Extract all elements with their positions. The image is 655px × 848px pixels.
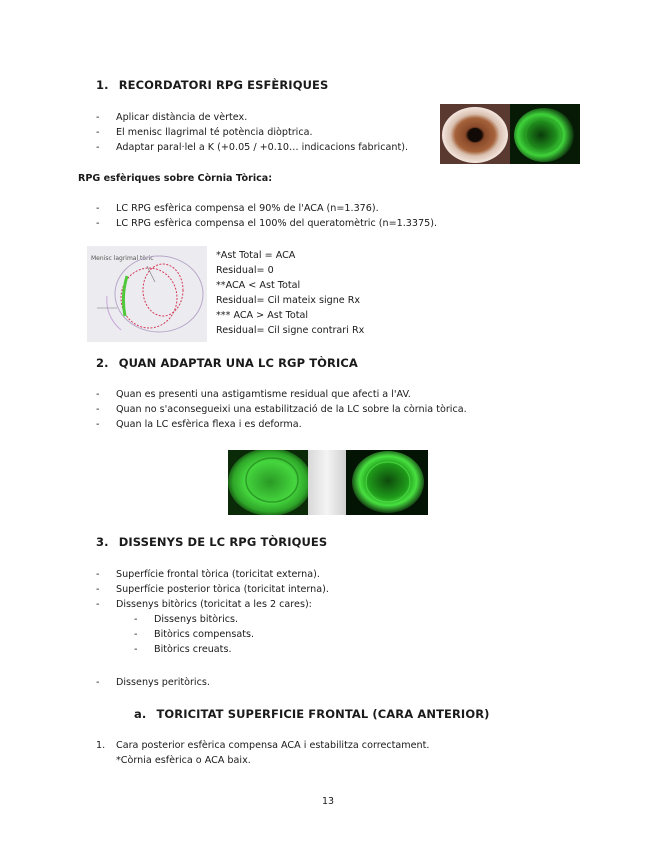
list-item: - Quan no s'aconsegueixi una estabilització de la LC sobre la còrnia tòrica.: [96, 404, 467, 415]
sub-list-item: - Bitòrics creuats.: [134, 644, 232, 655]
diagram-label: Menisc lagrimal tòric: [91, 255, 154, 262]
subsection-a-heading: [134, 707, 490, 721]
numbered-item-number: 1.: [96, 740, 106, 751]
subsection-a-title: TORICITAT SUPERFICIE FRONTAL (CARA ANTERIOR): [156, 707, 490, 721]
diagram-image: [87, 246, 207, 342]
list-item: - Dissenys peritòrics.: [96, 677, 210, 688]
eye-photos-pair: [440, 104, 580, 164]
section-3-heading: [96, 535, 327, 549]
note-line: **ACA < Ast Total: [216, 280, 301, 291]
tear-meniscus-diagram: [87, 246, 207, 342]
note-line: Residual= Cil mateix signe Rx: [216, 295, 361, 306]
note-line: Residual= 0: [216, 265, 274, 276]
section-2-list: [0, 387, 655, 432]
list-item: - Superfície frontal tòrica (toricitat externa).: [96, 569, 320, 580]
sub-list-item: - Dissenys bitòrics.: [134, 614, 239, 625]
list-item: - El menisc llagrimal té potència diòptrica.: [96, 127, 313, 138]
section-1-number: 1.: [96, 78, 109, 92]
list-item: - Adaptar paral·lel a K (+0.05 / +0.10… indicacions fabricant).: [96, 142, 409, 153]
eye-photos-image: [440, 104, 580, 164]
section-2-title: QUAN ADAPTAR UNA LC RGP TÒRICA: [118, 356, 358, 370]
list-item: - Dissenys bitòrics (toricitat a les 2 cares):: [96, 599, 312, 610]
list-item: - LC RPG esfèrica compensa el 100% del queratomètric (n=1.3375).: [96, 218, 438, 229]
section-3-list: [0, 567, 655, 657]
numbered-item-text: Cara posterior esfèrica compensa ACA i estabilitza correctament.: [116, 740, 430, 751]
section-2-number: 2.: [96, 356, 109, 370]
fluorescein-image: [228, 450, 428, 515]
section-1-title: RECORDATORI RPG ESFÈRIQUES: [118, 78, 329, 92]
list-item: - Superfície posterior tòrica (toricitat interna).: [96, 584, 329, 595]
numbered-item-note: *Còrnia esfèrica o ACA baix.: [116, 755, 251, 766]
fluorescein-photos-pair: [228, 450, 428, 515]
list-item: - Aplicar distància de vèrtex.: [96, 112, 248, 123]
note-line: *** ACA > Ast Total: [216, 310, 309, 321]
list-item: - Quan es presenti una astigamtisme residual que afecti a l'AV.: [96, 389, 411, 400]
numbered-item: [0, 738, 655, 768]
section-3-last: [0, 675, 655, 690]
page-number: 13: [322, 796, 335, 807]
section-1-heading: [96, 78, 328, 92]
toric-list: [0, 201, 655, 231]
note-line: Residual= Cil signe contrari Rx: [216, 325, 365, 336]
note-line: *Ast Total = ACA: [216, 250, 296, 261]
section-3-number: 3.: [96, 535, 109, 549]
astigmatism-notes: [216, 248, 364, 338]
section-2-heading: [96, 356, 358, 370]
subsection-a-letter: a.: [134, 707, 147, 721]
list-item: - Quan la LC esfèrica flexa i es deforma.: [96, 419, 302, 430]
toric-heading: RPG esfèriques sobre Còrnia Tòrica:: [78, 173, 273, 184]
sub-list-item: - Bitòrics compensats.: [134, 629, 255, 640]
section-3-title: DISSENYS DE LC RPG TÒRIQUES: [118, 535, 328, 549]
list-item: - LC RPG esfèrica compensa el 90% de l'ACA (n=1.376).: [96, 203, 379, 214]
